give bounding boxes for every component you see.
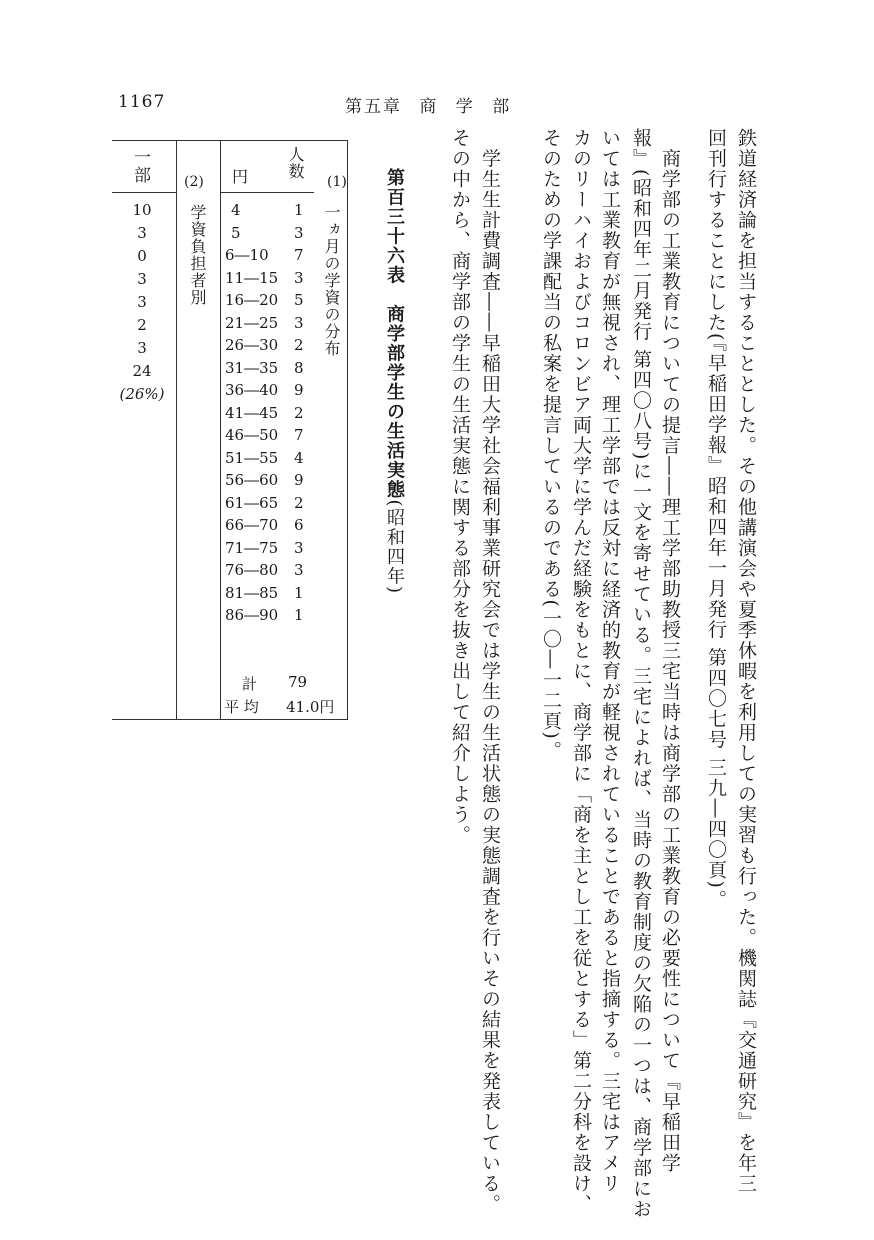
yen-range-cell: 16―20 — [225, 291, 279, 309]
text-column: 学生生計費調査――早稲田大学社会福利事業研究会では学生の生活状態の実態調査を行いその結果を発表している。 — [479, 128, 501, 1215]
count-cell: 2 — [294, 403, 304, 422]
yen-range-cell: 31―35 — [225, 358, 279, 377]
yen-range-cell: 36―40 — [225, 381, 279, 399]
section2-col-header: 一部 — [130, 148, 150, 184]
page-number: 1167 — [118, 92, 166, 112]
section1-right-border — [347, 140, 348, 720]
text-column: その中から、商学部の学生の生活実態に関する部分を抜き出して紹介しよう。 — [449, 128, 471, 846]
text-column: 回刊行することにした(『早稲田学報』昭和四年一月発行 第四〇七号 三九―四〇頁)。 — [705, 128, 727, 910]
section2-value-cell: 3 — [137, 339, 147, 357]
count-cell: 7 — [294, 426, 304, 444]
text-column: 報』(昭和四年二月発行 第四〇八号)に一文を寄せている。三宅によれば、当時の教育制度の欠陥の一つは、商学部にお — [630, 128, 652, 1220]
table-title-suffix: (昭和四年) — [384, 499, 405, 595]
yen-range-cell: 5 — [231, 223, 241, 242]
yen-range-cell: 26―30 — [225, 336, 279, 354]
table-bottom-border — [112, 719, 348, 720]
count-cell: 1 — [294, 201, 304, 219]
yen-range-cell: 56―60 — [225, 471, 279, 489]
section2-label: (2) — [184, 174, 204, 190]
yen-range-cell: 4 — [231, 201, 241, 219]
data-table — [112, 140, 348, 720]
section1-label: (1) — [327, 174, 347, 190]
text-column: そのための学課配当の私案を提言しているのである(一〇―一二頁)。 — [540, 128, 562, 761]
yen-range-cell: 81―85 — [225, 583, 279, 602]
yen-range-cell: 76―80 — [225, 561, 279, 579]
count-cell: 2 — [294, 336, 304, 354]
count-cell: 3 — [294, 538, 304, 557]
text-column: 商学部の工業教育についての提言――理工学部助教授三宅当時は商学部の工業教育の必要性について『早稲田学 — [659, 128, 681, 1174]
text-column: カのリーハイおよびコロンビア両大学に学んだ経験をもとに、商学部に「商を主とし工を従とする」第二分科を設け、 — [570, 128, 592, 1215]
section2-value-cell: 3 — [137, 293, 147, 311]
yen-range-cell: 51―55 — [225, 448, 279, 467]
section2-value-cell: 24 — [132, 362, 152, 380]
yen-range-cell: 11―15 — [225, 268, 279, 287]
count-cell: 3 — [294, 223, 304, 242]
count-cell: 6 — [294, 516, 304, 534]
yen-header: 円 — [232, 167, 249, 186]
yen-range-cell: 61―65 — [225, 493, 279, 512]
header-rule-section2 — [112, 192, 176, 193]
section2-value-cell: (26%) — [119, 385, 165, 403]
yen-range-cell: 46―50 — [225, 426, 279, 444]
total-value: 79 — [288, 673, 308, 691]
text-column: 鉄道経済論を担当することとした。その他講演会や夏季休暇を利用しての実習も行った。機関誌『交通研究』を年三 — [735, 128, 757, 1194]
section2-value-cell: 3 — [137, 270, 147, 288]
text-column: いては工業教育が無視され、理工学部では反対に経済的教育が軽視されていることであると指摘する。三宅はアメリ — [599, 128, 621, 1194]
section2-value-cell: 3 — [137, 224, 147, 242]
count-header: 人数 — [286, 146, 305, 180]
section2-caption: 学資負担者別 — [188, 204, 207, 306]
count-cell: 9 — [294, 381, 304, 399]
yen-range-cell: 6―10 — [225, 246, 269, 264]
section2-value-cell: 2 — [137, 316, 147, 334]
table-title — [381, 168, 407, 595]
count-cell: 2 — [294, 493, 304, 512]
yen-range-cell: 66―70 — [225, 516, 279, 534]
table-top-border — [112, 140, 348, 141]
section2-value-cell: 10 — [132, 201, 152, 219]
average-label: 平 均 — [224, 698, 259, 716]
yen-range-cell: 71―75 — [225, 538, 279, 557]
count-cell: 3 — [294, 268, 304, 287]
yen-range-cell: 21―25 — [225, 313, 279, 332]
count-cell: 7 — [294, 246, 304, 264]
total-label: 計 — [242, 675, 258, 693]
section2-label-divider — [176, 140, 177, 720]
running-head: 第五章 商 学 部 — [345, 97, 512, 117]
count-cell: 8 — [294, 358, 304, 377]
section-divider — [220, 140, 221, 720]
average-value: 41.0円 — [286, 698, 335, 716]
table-title-main: 第百三十六表 商学部学生の生活実態 — [384, 168, 405, 500]
section2-value-cell: 0 — [137, 247, 147, 265]
count-cell: 9 — [294, 471, 304, 489]
header-rule-section1 — [221, 192, 314, 193]
count-cell: 1 — [294, 606, 304, 624]
count-cell: 4 — [294, 448, 304, 467]
count-cell: 3 — [294, 313, 304, 332]
yen-range-cell: 86―90 — [225, 606, 279, 624]
yen-range-cell: 41―45 — [225, 403, 279, 422]
count-cell: 5 — [294, 291, 304, 309]
section1-caption: 一ヵ月の学資の分布 — [322, 204, 341, 357]
count-cell: 1 — [294, 583, 304, 602]
count-cell: 3 — [294, 561, 304, 579]
